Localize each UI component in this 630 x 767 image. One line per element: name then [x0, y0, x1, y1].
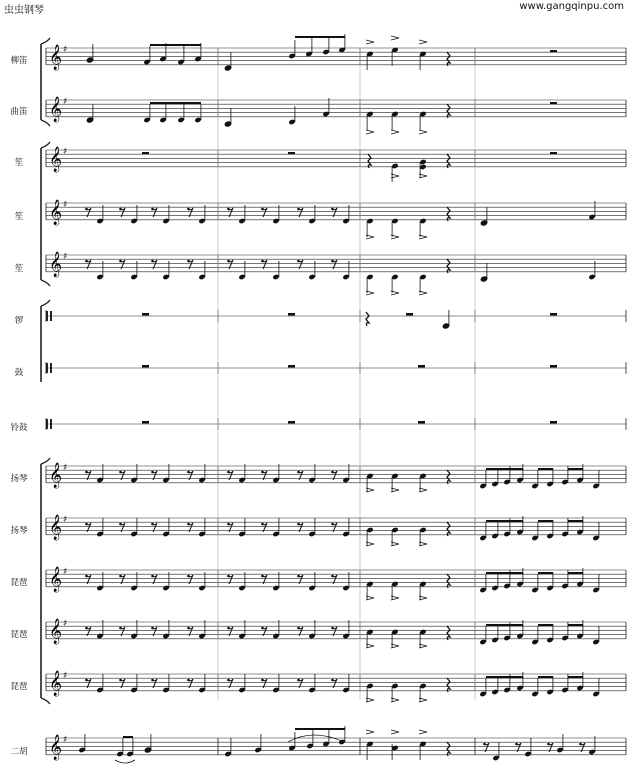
treble-clef-icon: 𝄞 [49, 671, 63, 696]
quarter-rest-icon [447, 678, 450, 692]
eighth-rest-dot [85, 627, 88, 630]
quarter-rest-icon [447, 470, 450, 484]
eighth-rest-dot [331, 523, 334, 526]
whole-rest-icon [288, 365, 295, 368]
treble-clef-icon: 𝄞 [49, 45, 63, 70]
sharp-icon: ♯ [63, 97, 68, 107]
whole-rest-icon [142, 152, 149, 155]
percussion-clef-icon [50, 363, 52, 373]
beam [568, 676, 583, 678]
eighth-rest-dot [331, 679, 334, 682]
eighth-rest-dot [119, 260, 122, 263]
slur [115, 760, 135, 763]
accent-mark-icon [419, 40, 427, 44]
whole-rest-icon [550, 313, 557, 316]
accent-mark-icon [419, 130, 427, 134]
accent-mark-icon [391, 36, 399, 40]
beam [486, 624, 523, 626]
percussion-clef-icon [46, 419, 48, 429]
whole-rest-icon [288, 421, 295, 424]
eighth-rest-dot [261, 523, 264, 526]
instrument-label-yangqin-1: 扬琴 [10, 474, 28, 484]
eighth-rest-dot [297, 679, 300, 682]
beam [486, 468, 523, 470]
beam [150, 44, 201, 46]
eighth-rest-dot [85, 208, 88, 211]
eighth-rest-dot [331, 627, 334, 630]
eighth-rest-dot [297, 575, 300, 578]
eighth-rest-dot [227, 679, 230, 682]
sharp-icon: ♯ [63, 45, 68, 55]
accent-mark-icon [366, 130, 374, 134]
eighth-rest-dot [261, 627, 264, 630]
whole-rest-icon [288, 152, 295, 155]
beam [295, 728, 345, 730]
eighth-rest-dot [261, 679, 264, 682]
eighth-rest-dot [85, 575, 88, 578]
accent-mark-icon [366, 40, 374, 44]
instrument-label-gu: 鼓 [14, 368, 24, 378]
eighth-rest-dot [85, 679, 88, 682]
eighth-rest-dot [187, 208, 190, 211]
beam [568, 624, 583, 626]
eighth-rest-dot [261, 208, 264, 211]
whole-rest-icon [288, 313, 295, 316]
instrument-label-erhu: 二胡 [10, 747, 28, 757]
sharp-icon: ♯ [63, 147, 68, 157]
eighth-rest-dot [151, 523, 154, 526]
treble-clef-icon: 𝄞 [49, 97, 63, 122]
eighth-rest-dot [119, 679, 122, 682]
site-name-header: 虫虫钢琴 [4, 5, 44, 16]
beam [568, 520, 583, 522]
instrument-label-luo: 锣 [14, 316, 24, 326]
beam [538, 676, 553, 678]
treble-clef-icon: 𝄞 [49, 200, 63, 225]
eighth-rest-dot [227, 627, 230, 630]
eighth-rest-dot [297, 523, 300, 526]
eighth-rest-dot [331, 260, 334, 263]
eighth-rest-dot [151, 575, 154, 578]
eighth-rest-dot [119, 627, 122, 630]
sharp-icon: ♯ [63, 252, 68, 262]
treble-clef-icon: 𝄞 [49, 147, 63, 172]
eighth-rest-dot [227, 523, 230, 526]
beam [486, 676, 523, 678]
instrument-label-pipa-2: 琵琶 [10, 630, 28, 640]
eighth-rest-dot [227, 208, 230, 211]
whole-rest-icon [142, 365, 149, 368]
eighth-rest-dot [151, 208, 154, 211]
eighth-rest-dot [119, 208, 122, 211]
beam [538, 572, 553, 574]
whole-rest-icon [418, 365, 425, 368]
eighth-rest-dot [261, 260, 264, 263]
accent-mark-icon [419, 730, 427, 734]
instrument-label-liudi: 柳笛 [10, 56, 28, 66]
eighth-rest-dot [85, 523, 88, 526]
eighth-rest-dot [227, 575, 230, 578]
eighth-rest-dot [297, 627, 300, 630]
eighth-rest-dot [297, 260, 300, 263]
eighth-rest-dot [187, 523, 190, 526]
percussion-clef-icon [50, 311, 52, 321]
treble-clef-icon: 𝄞 [49, 252, 63, 277]
quarter-rest-icon [447, 104, 450, 118]
quarter-rest-icon [447, 574, 450, 588]
instrument-label-sheng-1: 笙 [14, 158, 24, 168]
beam [538, 520, 553, 522]
eighth-rest-dot [187, 627, 190, 630]
beam [538, 624, 553, 626]
quarter-rest-icon [447, 52, 450, 66]
whole-rest-icon [550, 152, 557, 155]
eighth-rest-dot [227, 260, 230, 263]
quarter-rest-icon [447, 742, 450, 756]
beam [150, 102, 201, 104]
sharp-icon: ♯ [63, 463, 68, 473]
site-url-header: www.gangqinpu.com [519, 1, 624, 12]
notes-group [78, 34, 599, 763]
eighth-rest-dot [119, 575, 122, 578]
instrument-label-pipa-1: 琵琶 [10, 578, 28, 588]
beam [295, 36, 345, 38]
sharp-icon: ♯ [63, 567, 68, 577]
beam [123, 736, 133, 738]
eighth-rest-dot [85, 471, 88, 474]
eighth-rest-dot [187, 260, 190, 263]
eighth-rest-dot [187, 679, 190, 682]
eighth-rest-dot [261, 575, 264, 578]
eighth-rest-dot [227, 471, 230, 474]
treble-clef-icon: 𝄞 [49, 735, 63, 760]
instrument-label-sheng-3: 笙 [14, 264, 24, 274]
whole-rest-icon [418, 421, 425, 424]
eighth-rest-dot [261, 471, 264, 474]
whole-rest-icon [142, 421, 149, 424]
treble-clef-icon: 𝄞 [49, 515, 63, 540]
eighth-rest-dot [547, 743, 550, 746]
eighth-rest-dot [579, 743, 582, 746]
quarter-rest-icon [447, 522, 450, 536]
eighth-rest-dot [331, 208, 334, 211]
eighth-rest-dot [151, 679, 154, 682]
eighth-rest-dot [483, 743, 486, 746]
staves-group [46, 44, 626, 760]
eighth-rest-dot [119, 523, 122, 526]
accent-mark-icon [366, 730, 374, 734]
eighth-rest-dot [187, 575, 190, 578]
eighth-rest-dot [515, 743, 518, 746]
percussion-clef-icon [46, 363, 48, 373]
quarter-rest-icon [368, 154, 371, 168]
quarter-rest-icon [366, 312, 369, 326]
eighth-rest-dot [151, 260, 154, 263]
eighth-rest-dot [187, 471, 190, 474]
eighth-rest-dot [119, 471, 122, 474]
quarter-rest-icon [447, 626, 450, 640]
eighth-rest-dot [331, 471, 334, 474]
bracket-percussion [41, 300, 50, 382]
sharp-icon: ♯ [63, 735, 68, 745]
eighth-rest-dot [151, 471, 154, 474]
beam [486, 520, 523, 522]
sharp-icon: ♯ [63, 671, 68, 681]
treble-clef-icon: 𝄞 [49, 567, 63, 592]
slur [288, 735, 344, 742]
sharp-icon: ♯ [63, 200, 68, 210]
whole-rest-icon [550, 365, 557, 368]
instrument-label-yangqin-2: 扬琴 [10, 526, 28, 536]
quarter-rest-icon [447, 259, 450, 273]
eighth-rest-dot [297, 208, 300, 211]
instrument-label-sheng-2: 笙 [14, 212, 24, 222]
eighth-rest-dot [331, 575, 334, 578]
eighth-rest-dot [297, 471, 300, 474]
quarter-rest-icon [447, 207, 450, 221]
sharp-icon: ♯ [63, 515, 68, 525]
treble-clef-icon: 𝄞 [49, 463, 63, 488]
instrument-label-pipa-3: 琵琶 [10, 682, 28, 692]
sharp-icon: ♯ [63, 619, 68, 629]
beam [538, 468, 553, 470]
whole-rest-icon [550, 50, 557, 53]
accent-mark-icon [391, 730, 399, 734]
beam [486, 572, 523, 574]
accent-mark-icon [391, 130, 399, 134]
eighth-rest-dot [151, 627, 154, 630]
percussion-clef-icon [46, 311, 48, 321]
instrument-label-linggu: 铃鼓 [10, 423, 28, 433]
whole-rest-icon [550, 102, 557, 105]
whole-rest-icon [406, 313, 413, 316]
percussion-clef-icon [50, 419, 52, 429]
quarter-rest-icon [447, 154, 450, 168]
treble-clef-icon: 𝄞 [49, 619, 63, 644]
beam [568, 468, 583, 470]
whole-rest-icon [142, 313, 149, 316]
beam [568, 572, 583, 574]
eighth-rest-dot [85, 260, 88, 263]
instrument-label-qudi: 曲笛 [10, 107, 28, 117]
whole-rest-icon [550, 421, 557, 424]
